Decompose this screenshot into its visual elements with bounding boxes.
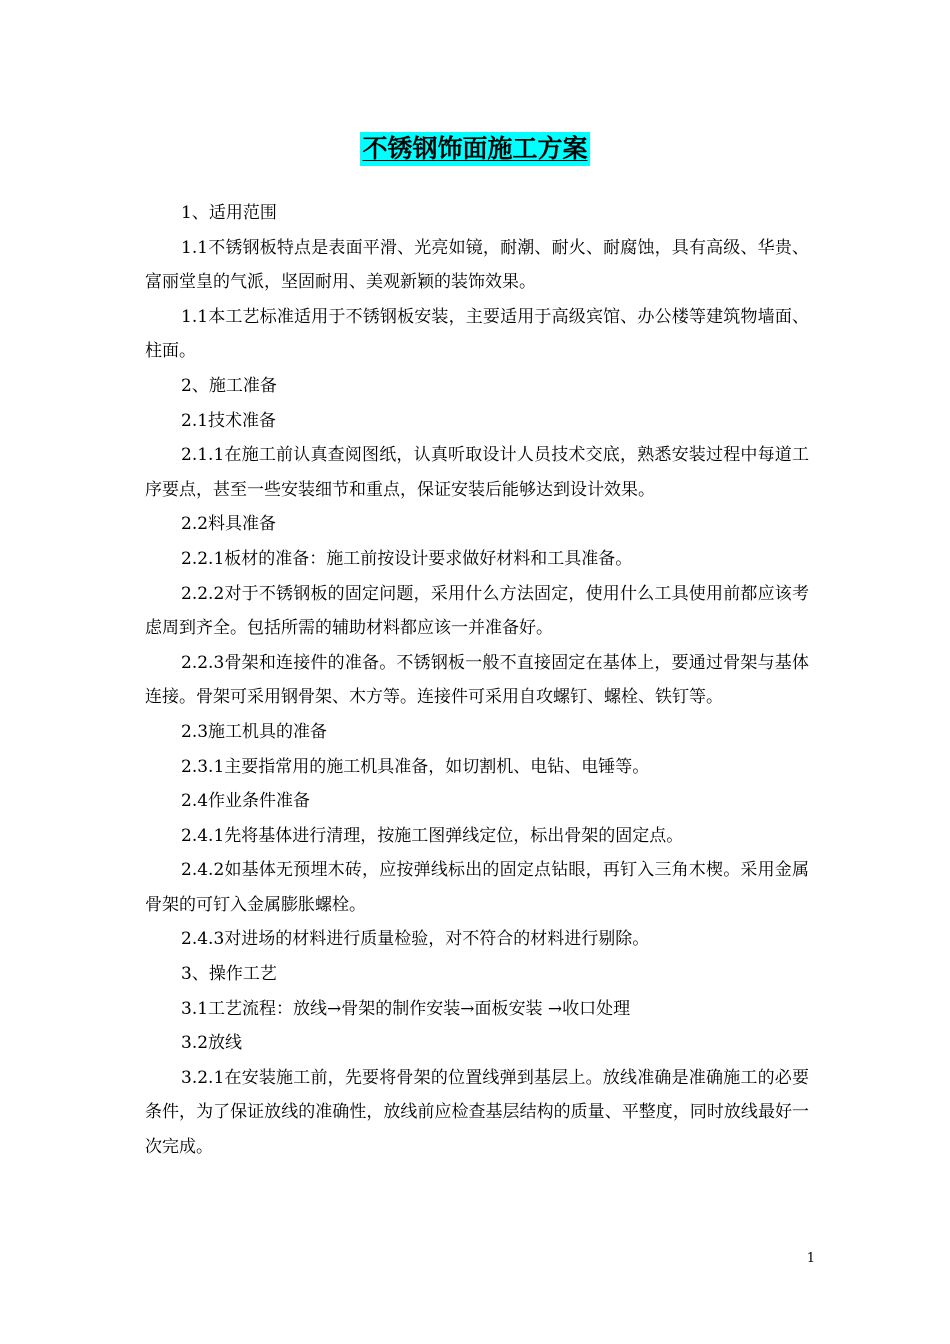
heading-scope: 1、适用范围 bbox=[181, 203, 277, 223]
paragraph-2-4-3: 2.4.3对进场的材料进行质量检验，对不符合的材料进行剔除。 bbox=[181, 929, 650, 950]
paragraph-3-1-process-flow: 3.1工艺流程：放线→骨架的制作安装→面板安装 →收口处理 bbox=[181, 998, 631, 1019]
subheading-technical-preparation: 2.1技术准备 bbox=[181, 410, 277, 431]
paragraph-2-4-2: 2.4.2如基体无预埋木砖，应按弹线标出的固定点钻眼，再钉入三角木楔。采用金属骨架的可钉入金属膨胀螺栓。 bbox=[145, 860, 809, 915]
subheading-work-conditions: 2.4作业条件准备 bbox=[181, 791, 311, 812]
document-title: 不锈钢饰面施工方案 bbox=[360, 132, 589, 166]
paragraph-2-3-1: 2.3.1主要指常用的施工机具准备，如切割机、电钻、电锤等。 bbox=[181, 756, 650, 777]
paragraph-2-4-1: 2.4.1先将基体进行清理，按施工图弹线定位，标出骨架的固定点。 bbox=[181, 825, 684, 846]
document-body bbox=[145, 196, 809, 1165]
paragraph-2-1-1: 2.1.1在施工前认真查阅图纸，认真听取设计人员技术交底，熟悉安装过程中每道工序要点，甚至一些安装细节和重点，保证安装后能够达到设计效果。 bbox=[145, 445, 809, 500]
paragraph-2-2-3: 2.2.3骨架和连接件的准备。不锈钢板一般不直接固定在基体上，要通过骨架与基体连接。骨架可采用钢骨架、木方等。连接件可采用自攻螺钉、螺栓、铁钉等。 bbox=[145, 652, 809, 708]
heading-preparation: 2、施工准备 bbox=[181, 375, 277, 396]
paragraph-1-1-applicability: 1.1本工艺标准适用于不锈钢板安装，主要适用于高级宾馆、办公楼等建筑物墙面、柱面。 bbox=[145, 306, 809, 362]
paragraph-2-2-2: 2.2.2对于不锈钢板的固定问题，采用什么方法固定，使用什么工具使用前都应该考虑周到齐全。包括所需的辅助材料都应该一并准备好。 bbox=[145, 583, 809, 639]
paragraph-3-2-1: 3.2.1在安装施工前，先要将骨架的位置线弹到基层上。放线准确是准确施工的必要条件，为了保证放线的准确性，放线前应检查基层结构的质量、平整度，同时放线最好一次完成。 bbox=[145, 1067, 809, 1158]
paragraph-1-1-features: 1.1不锈钢板特点是表面平滑、光亮如镜，耐潮、耐火、耐腐蚀，具有高级、华贵、富丽堂皇的气派，坚固耐用、美观新颖的装饰效果。 bbox=[145, 237, 809, 293]
page-number: 1 bbox=[806, 1251, 815, 1266]
subheading-machinery: 2.3施工机具的准备 bbox=[181, 721, 328, 742]
title-container bbox=[0, 132, 950, 166]
heading-operation-process: 3、操作工艺 bbox=[181, 964, 277, 985]
subheading-layout-lines: 3.2放线 bbox=[181, 1033, 243, 1054]
subheading-materials-tools: 2.2料具准备 bbox=[181, 514, 277, 535]
paragraph-2-2-1: 2.2.1板材的准备：施工前按设计要求做好材料和工具准备。 bbox=[181, 548, 633, 569]
